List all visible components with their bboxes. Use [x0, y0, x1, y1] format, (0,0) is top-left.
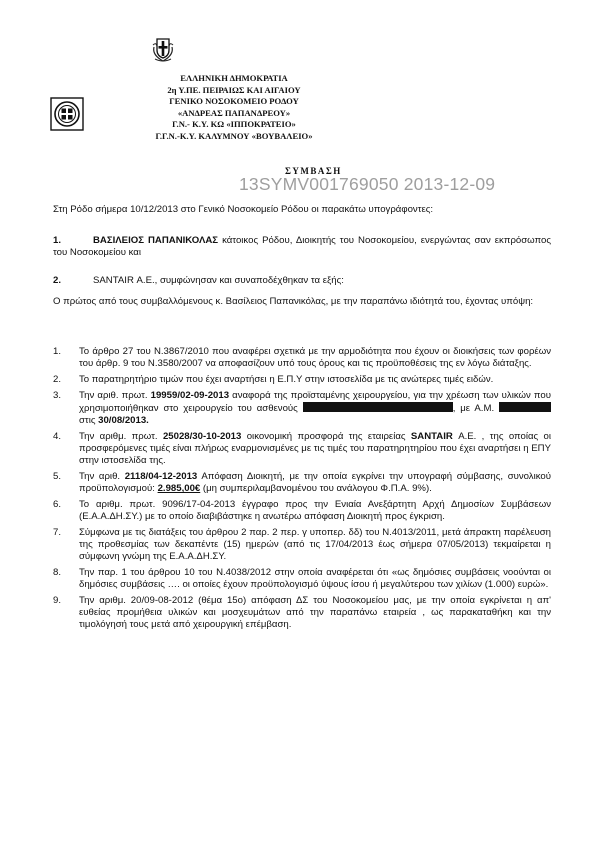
item-text: Την αριθμ. πρωτ. [79, 430, 163, 442]
list-item [53, 374, 551, 386]
item-number: 6. [53, 499, 62, 511]
list-item [53, 346, 551, 370]
item-text: Το αριθμ. πρωτ. 9096/17-04-2013 έγγραφο προς την Ενιαία Ανεξάρτητη Αρχή Δημοσίων Συμβάσεων (Ε.Α.Α.ΔΗ.ΣΥ.) με το οποίο διαβιβάστηκε η ανωτέρω απόφαση Διοικητή προς έγκριση. [79, 499, 551, 523]
item-text: (μη συμπεριλαμβανομένου του ανάλογου Φ.Π.Α. 9%). [200, 483, 432, 495]
header-line: 2η Υ.ΠΕ. ΠΕΙΡΑΙΩΣ ΚΑΙ ΑΙΓΑΙΟΥ [167, 84, 301, 95]
item-number: 2. [53, 373, 62, 385]
item-ref-number: 2118/04-12-2013 [124, 471, 198, 483]
item-text: στις [79, 415, 99, 427]
list-item [53, 595, 551, 631]
greek-emblem-icon [148, 33, 178, 63]
considerations-list [53, 346, 551, 635]
list-item [53, 471, 551, 495]
ada-watermark-code: 13SYMV001769050 2013-12-09 [239, 174, 496, 194]
header-line: Γ.Ν.- Κ.Υ. ΚΩ «ΙΠΠΟΚΡΑΤΕΙΟ» [172, 119, 296, 130]
party-name: ΒΑΣΙΛΕΙΟΣ ΠΑΠΑΝΙΚΟΛΑΣ [93, 235, 219, 246]
item-ref-number: 19959/02-09-2013 [150, 389, 230, 401]
item-text: Το παρατηρητήριο τιμών που έχει αναρτήσει η Ε.Π.Υ στην ιστοσελίδα με τις ανώτερες τιμές ειδών. [79, 373, 494, 385]
item-text: Την αριθ. πρωτ. [79, 389, 151, 401]
item-text: , με Α.Μ. [452, 402, 495, 414]
company-name: SANTAIR [410, 430, 453, 442]
hospital-header [60, 73, 408, 143]
item-text: Την παρ. 1 του άρθρου 10 του Ν.4038/2012 στην οποία αναφέρεται ότι «ως δημόσιες συμβάσεις νοούνται οι δημόσιες συμβάσεις …. οι οποίες έχουν προϋπολογισμό ύψους ίσου ή μεγαλύτερου των χιλίων (1.000) ευρώ». [79, 567, 551, 591]
document-title: ΣΥΜΒΑΣΗ [285, 166, 342, 176]
list-item [53, 499, 551, 523]
list-item [53, 431, 551, 467]
list-item [53, 567, 551, 591]
party-number: 1. [53, 235, 62, 246]
redaction-bar [303, 402, 453, 412]
redaction-bar [499, 402, 551, 412]
item-text: οικονομική προσφορά της εταιρείας [241, 430, 411, 442]
item-date: 30/08/2013. [98, 415, 149, 427]
item-text: Σύμφωνα με τις διατάξεις του άρθρου 2 παρ. 2 περ. γ υποπερ. δδ) του Ν.4013/2011, μετά άπρακτη παρέλευση της προθεσμίας των δεκαπέντε (15) ημερών (από τις 17/04/2013 έως σήμερα 07/05/2013) τεκμαίρεται η σύμφωνη γνώμη της Ε.Α.Α.ΔΗ.ΣΥ. [79, 527, 551, 563]
item-number: 9. [53, 595, 62, 607]
item-number: 3. [53, 389, 62, 401]
preamble-paragraph: Ο πρώτος από τους συμβαλλόμενους κ. Βασίλειος Παπανικόλας, με την παραπάνω ιδιότητά του, έχοντας υπόψη: [53, 296, 534, 307]
item-text: Απόφαση Διοικητή, με την οποία εγκρίνει την υπογραφή σύμβασης, συνολικού προϋπολογισμού: [79, 471, 551, 495]
header-line: «ΑΝΔΡΕΑΣ ΠΑΠΑΝΔΡΕΟΥ» [177, 107, 291, 118]
budget-amount: 2.985,00€ [157, 483, 201, 495]
party-description: SANTAIR Α.Ε., συμφώνησαν και συναποδέχθηκαν τα εξής: [93, 275, 344, 286]
item-number: 5. [53, 471, 62, 483]
party-two [53, 275, 551, 287]
header-line: ΕΛΛΗΝΙΚΗ ΔΗΜΟΚΡΑΤΙΑ [180, 73, 288, 83]
party-one [53, 235, 551, 259]
party-description: κάτοικος Ρόδου, Διοικητής του Νοσοκομείου, ενεργώντας σαν εκπρόσωπος του Νοσοκομείου και [53, 235, 551, 259]
item-text: Την αριθμ. 20/09-08-2012 (θέμα 15ο) απόφαση ΔΣ του Νοσοκομείου μας, με την οποία εγκρίνεται η απ' ευθείας προμήθεια υλικών και μοσχευμάτων από την παραπάνω εταιρεία , ως παρακαταθήκη και την τιμολόγησή τους μετά από χειρουργική επέμβαση. [79, 595, 551, 631]
item-number: 7. [53, 527, 62, 538]
list-item [53, 390, 551, 427]
item-number: 1. [53, 346, 62, 357]
item-text: αναφορά της προϊσταμένης χειρουργείου, για την χρέωση των υλικών που χρησιμοποιήθηκαν στο χειρουργείο του ασθενούς [79, 389, 551, 414]
item-number: 4. [53, 430, 62, 442]
item-text: Α.Ε. , της οποίας οι προσφερόμενες τιμές είναι πλήρως εναρμονισμένες με τις τιμές του παρατηρητηρίου που έχει αναρτήσει η ΕΠΥ στην ιστοσελίδα της. [79, 430, 551, 467]
item-text: Την αριθ. [79, 471, 125, 483]
item-ref-number: 25028/30-10-2013 [162, 430, 242, 442]
header-line: ΓΕΝΙΚΟ ΝΟΣΟΚΟΜΕΙΟ ΡΟΔΟΥ [169, 96, 299, 107]
intro-paragraph: Στη Ρόδο σήμερα 10/12/2013 στο Γενικό Νοσοκομείο Ρόδου οι παρακάτω υπογράφοντες: [53, 204, 434, 215]
item-text: Το άρθρο 27 του Ν.3867/2010 που αναφέρει σχετικά με την αρμοδιότητα που έχουν οι διοικήσεις των φορέων του άρθρ. 9 του Ν.3580/2007 να αποφασίζουν υπό τους όρους και τις προϋποθέσεις της εν λόγω διάταξης. [79, 346, 551, 370]
header-line: Γ.Γ.Ν.-Κ.Υ. ΚΑΛΥΜΝΟΥ «ΒΟΥΒΑΛΕΙΟ» [155, 130, 313, 141]
list-item [53, 527, 551, 563]
item-number: 8. [53, 567, 62, 579]
party-number: 2. [53, 275, 62, 286]
